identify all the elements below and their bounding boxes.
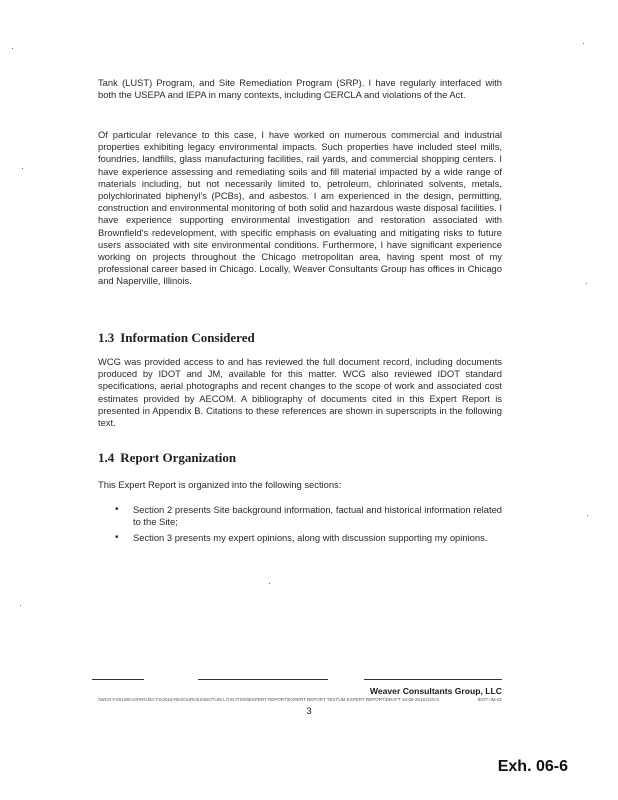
section-number: 1.3 (98, 330, 115, 345)
section-number: 1.4 (98, 450, 115, 465)
footer-rule (364, 679, 502, 680)
footer-code: IDOT-JM-02 (477, 697, 502, 702)
footer-rule (92, 679, 144, 680)
paragraph-report-organization: This Expert Report is organized into the following sections: (98, 479, 342, 490)
scan-speck (22, 168, 23, 169)
list-item: • Section 3 presents my expert opinions, along with discussion supporting my opinions. (115, 532, 488, 544)
scan-speck (20, 605, 21, 606)
section-title: Information Considered (120, 330, 255, 345)
scan-speck (586, 283, 587, 284)
section-title: Report Organization (120, 450, 237, 465)
paragraph-relevant-experience: Of particular relevance to this case, I have worked on numerous commercial and industrial properties exhibiting legacy environmental impacts. Such properties have included steel mills, foundries, landfills, glass manufacturing facilities, rail yards, and commercial shopping centers. I have experience assessing and remediating soils and fill material impacted by a wide range of materials including, but not necessarily limited to, petroleum, chlorinated solvents, metals, polychlorinated biphenyl's (PCBs), and asbestos. I am experienced in the design, permitting, construction and environmental monitoring of both solid and hazardous waste disposal facilities. I have experience supporting environmental investigation and restoration associated with Brownfield's redevelopment, with specific emphasis on evaluating and mitigating risks to future users associated with site environmental conditions. Furthermore, I have significant experience working on projects throughout the Chicago metropolitan area, having spent most of my professional career based in Chicago. Locally, Weaver Consultants Group has offices in Chicago and Naperville, Illinois. (98, 129, 502, 287)
section-heading-information-considered (98, 330, 255, 346)
scan-speck (269, 583, 270, 584)
paragraph-regulatory-experience: Tank (LUST) Program, and Site Remediation Program (SRP). I have regularly interfaced with both the USEPA and IEPA in many contexts, including CERCLA and violations of the Act. (98, 77, 502, 101)
footer-file-path: \\WCG-FS01\WCG\PROJECTS\2018-RESOURCES\IDOT\JM LITIGATION\EXPERT REPORT\EXPERT REPORT TEXT\JM EXPERT REPORT\DRAFT 10-08-2018.DOCX IDOT-JM-02 (98, 697, 502, 702)
section-heading-report-organization (98, 450, 236, 466)
footer-firm-name: Weaver Consultants Group, LLC (369, 686, 502, 696)
exhibit-label: Exh. 06-6 (497, 758, 568, 775)
bullet-icon: • (115, 504, 119, 515)
bullet-icon: • (115, 532, 119, 544)
scan-speck (12, 48, 13, 49)
list-item: • Section 2 presents Site background information, factual and historical information related to the Site; (115, 504, 502, 528)
page-number: 3 (306, 706, 312, 717)
scan-speck (583, 43, 584, 44)
section-list (115, 504, 502, 549)
scan-speck (587, 515, 588, 516)
paragraph-information-considered: WCG was provided access to and has reviewed the full document record, including documents produced by IDOT and JM, available for this matter. WCG also reviewed IDOT standard specifications, aerial photographs and recent changes to the scope of work and associated cost estimates provided by AECOM. A bibliography of documents cited in this Expert Report is presented in Appendix B. Citations to these references are shown in superscripts in the following text. (98, 356, 502, 429)
footer-rule (198, 679, 328, 680)
